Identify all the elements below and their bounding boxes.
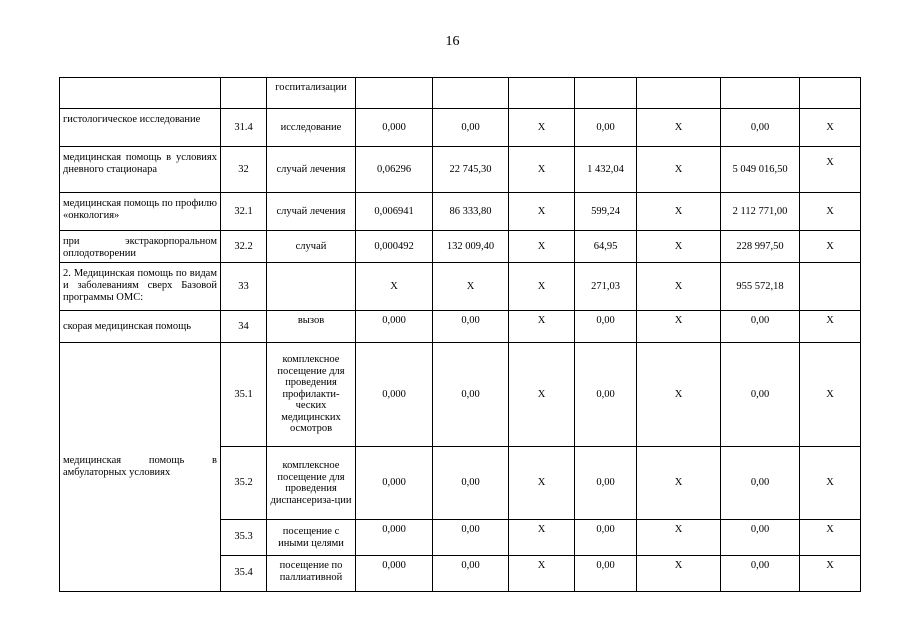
cell-value: 132 009,40 (433, 231, 509, 263)
cell-value (800, 263, 861, 311)
cell-value: 64,95 (575, 231, 637, 263)
cell-value: Х (800, 311, 861, 343)
cell-value: Х (800, 447, 861, 520)
cell-value: 2 112 771,00 (721, 193, 800, 231)
table-row (60, 343, 861, 447)
cell-value: Х (509, 556, 575, 592)
cell-value: Х (637, 311, 721, 343)
cell-value: Х (509, 231, 575, 263)
cell-value: 0,00 (575, 447, 637, 520)
cell-value (433, 78, 509, 109)
cell-value: 0,00 (721, 343, 800, 447)
financing-table (59, 77, 861, 592)
table-row (60, 109, 861, 147)
cell-value: 0,000 (356, 343, 433, 447)
cell-value: Х (433, 263, 509, 311)
cell-value: Х (800, 343, 861, 447)
cell-value: Х (800, 109, 861, 147)
cell-value: 0,00 (721, 109, 800, 147)
cell-code: 33 (221, 263, 267, 311)
cell-code: 31.4 (221, 109, 267, 147)
cell-value: Х (637, 520, 721, 556)
cell-value: 0,00 (575, 311, 637, 343)
cell-unit: комплексное посещение для проведения профилакти-ческих медицинских осмотров (267, 343, 356, 447)
cell-value: 0,000 (356, 311, 433, 343)
cell-value: Х (509, 147, 575, 193)
cell-unit (267, 263, 356, 311)
cell-value: Х (637, 231, 721, 263)
cell-value: Х (356, 263, 433, 311)
cell-value: Х (800, 231, 861, 263)
cell-value: 955 572,18 (721, 263, 800, 311)
cell-value (721, 78, 800, 109)
cell-value: 599,24 (575, 193, 637, 231)
cell-code: 32.1 (221, 193, 267, 231)
cell-name: медицинская помощь в амбулаторных условиях (60, 343, 221, 592)
cell-value: 0,00 (433, 447, 509, 520)
cell-value: Х (509, 343, 575, 447)
cell-name (60, 78, 221, 109)
cell-value: 22 745,30 (433, 147, 509, 193)
table-row (60, 263, 861, 311)
cell-code (221, 78, 267, 109)
cell-value: 0,000 (356, 556, 433, 592)
cell-value: 0,006941 (356, 193, 433, 231)
cell-value: Х (509, 520, 575, 556)
cell-value: 0,00 (433, 109, 509, 147)
cell-value: 228 997,50 (721, 231, 800, 263)
cell-value: 0,00 (721, 447, 800, 520)
cell-value: 0,00 (721, 311, 800, 343)
cell-value: 0,000 (356, 520, 433, 556)
cell-value: 0,00 (433, 520, 509, 556)
cell-value: Х (509, 263, 575, 311)
cell-value: Х (637, 556, 721, 592)
cell-code: 32.2 (221, 231, 267, 263)
cell-unit: госпитализации (267, 78, 356, 109)
cell-value: 0,00 (721, 556, 800, 592)
cell-value: Х (637, 109, 721, 147)
cell-name: медицинская помощь по профилю «онкология» (60, 193, 221, 231)
cell-value: 0,00 (433, 343, 509, 447)
cell-code: 35.1 (221, 343, 267, 447)
cell-unit: посещение с иными целями (267, 520, 356, 556)
cell-value: 0,00 (433, 556, 509, 592)
cell-value: 0,000 (356, 447, 433, 520)
cell-value: 0,00 (721, 520, 800, 556)
cell-name: медицинская помощь в условиях дневного стационара (60, 147, 221, 193)
cell-value (637, 78, 721, 109)
cell-value: 0,00 (575, 109, 637, 147)
cell-unit: случай (267, 231, 356, 263)
cell-name: гистологическое исследование (60, 109, 221, 147)
cell-value: 1 432,04 (575, 147, 637, 193)
cell-unit: вызов (267, 311, 356, 343)
cell-value: Х (800, 520, 861, 556)
cell-value: 271,03 (575, 263, 637, 311)
cell-unit: случай лечения (267, 193, 356, 231)
cell-value: Х (509, 311, 575, 343)
cell-value (356, 78, 433, 109)
page-number: 16 (445, 34, 460, 49)
cell-name: при экстракорпоральном оплодотворении (60, 231, 221, 263)
cell-value (509, 78, 575, 109)
cell-value: 86 333,80 (433, 193, 509, 231)
cell-value: Х (509, 109, 575, 147)
cell-value: 0,00 (575, 343, 637, 447)
table-row (60, 78, 861, 109)
cell-name: скорая медицинская помощь (60, 311, 221, 343)
table-row (60, 311, 861, 343)
cell-code: 35.2 (221, 447, 267, 520)
cell-value: Х (509, 447, 575, 520)
cell-value (800, 78, 861, 109)
cell-value: Х (800, 556, 861, 592)
cell-unit: случай лечения (267, 147, 356, 193)
cell-value: 0,00 (433, 311, 509, 343)
cell-value: Х (637, 263, 721, 311)
cell-unit: комплексное посещение для проведения диспансериза-ции (267, 447, 356, 520)
cell-value: Х (509, 193, 575, 231)
cell-value: 0,06296 (356, 147, 433, 193)
cell-value: Х (637, 343, 721, 447)
cell-value: Х (637, 193, 721, 231)
cell-value: 5 049 016,50 (721, 147, 800, 193)
cell-value: Х (800, 193, 861, 231)
table-row (60, 147, 861, 193)
cell-unit: исследование (267, 109, 356, 147)
cell-code: 35.3 (221, 520, 267, 556)
cell-name: 2. Медицинская помощь по видам и заболеваниям сверх Базовой программы ОМС: (60, 263, 221, 311)
cell-value: 0,000492 (356, 231, 433, 263)
table-row (60, 193, 861, 231)
cell-value: 0,000 (356, 109, 433, 147)
cell-value (575, 78, 637, 109)
cell-value: 0,00 (575, 520, 637, 556)
table-row (60, 231, 861, 263)
cell-code: 35.4 (221, 556, 267, 592)
cell-value: 0,00 (575, 556, 637, 592)
cell-code: 32 (221, 147, 267, 193)
cell-value: Х (637, 147, 721, 193)
cell-value: Х (800, 147, 861, 193)
cell-unit: посещение по паллиативной (267, 556, 356, 592)
cell-code: 34 (221, 311, 267, 343)
cell-value: Х (637, 447, 721, 520)
